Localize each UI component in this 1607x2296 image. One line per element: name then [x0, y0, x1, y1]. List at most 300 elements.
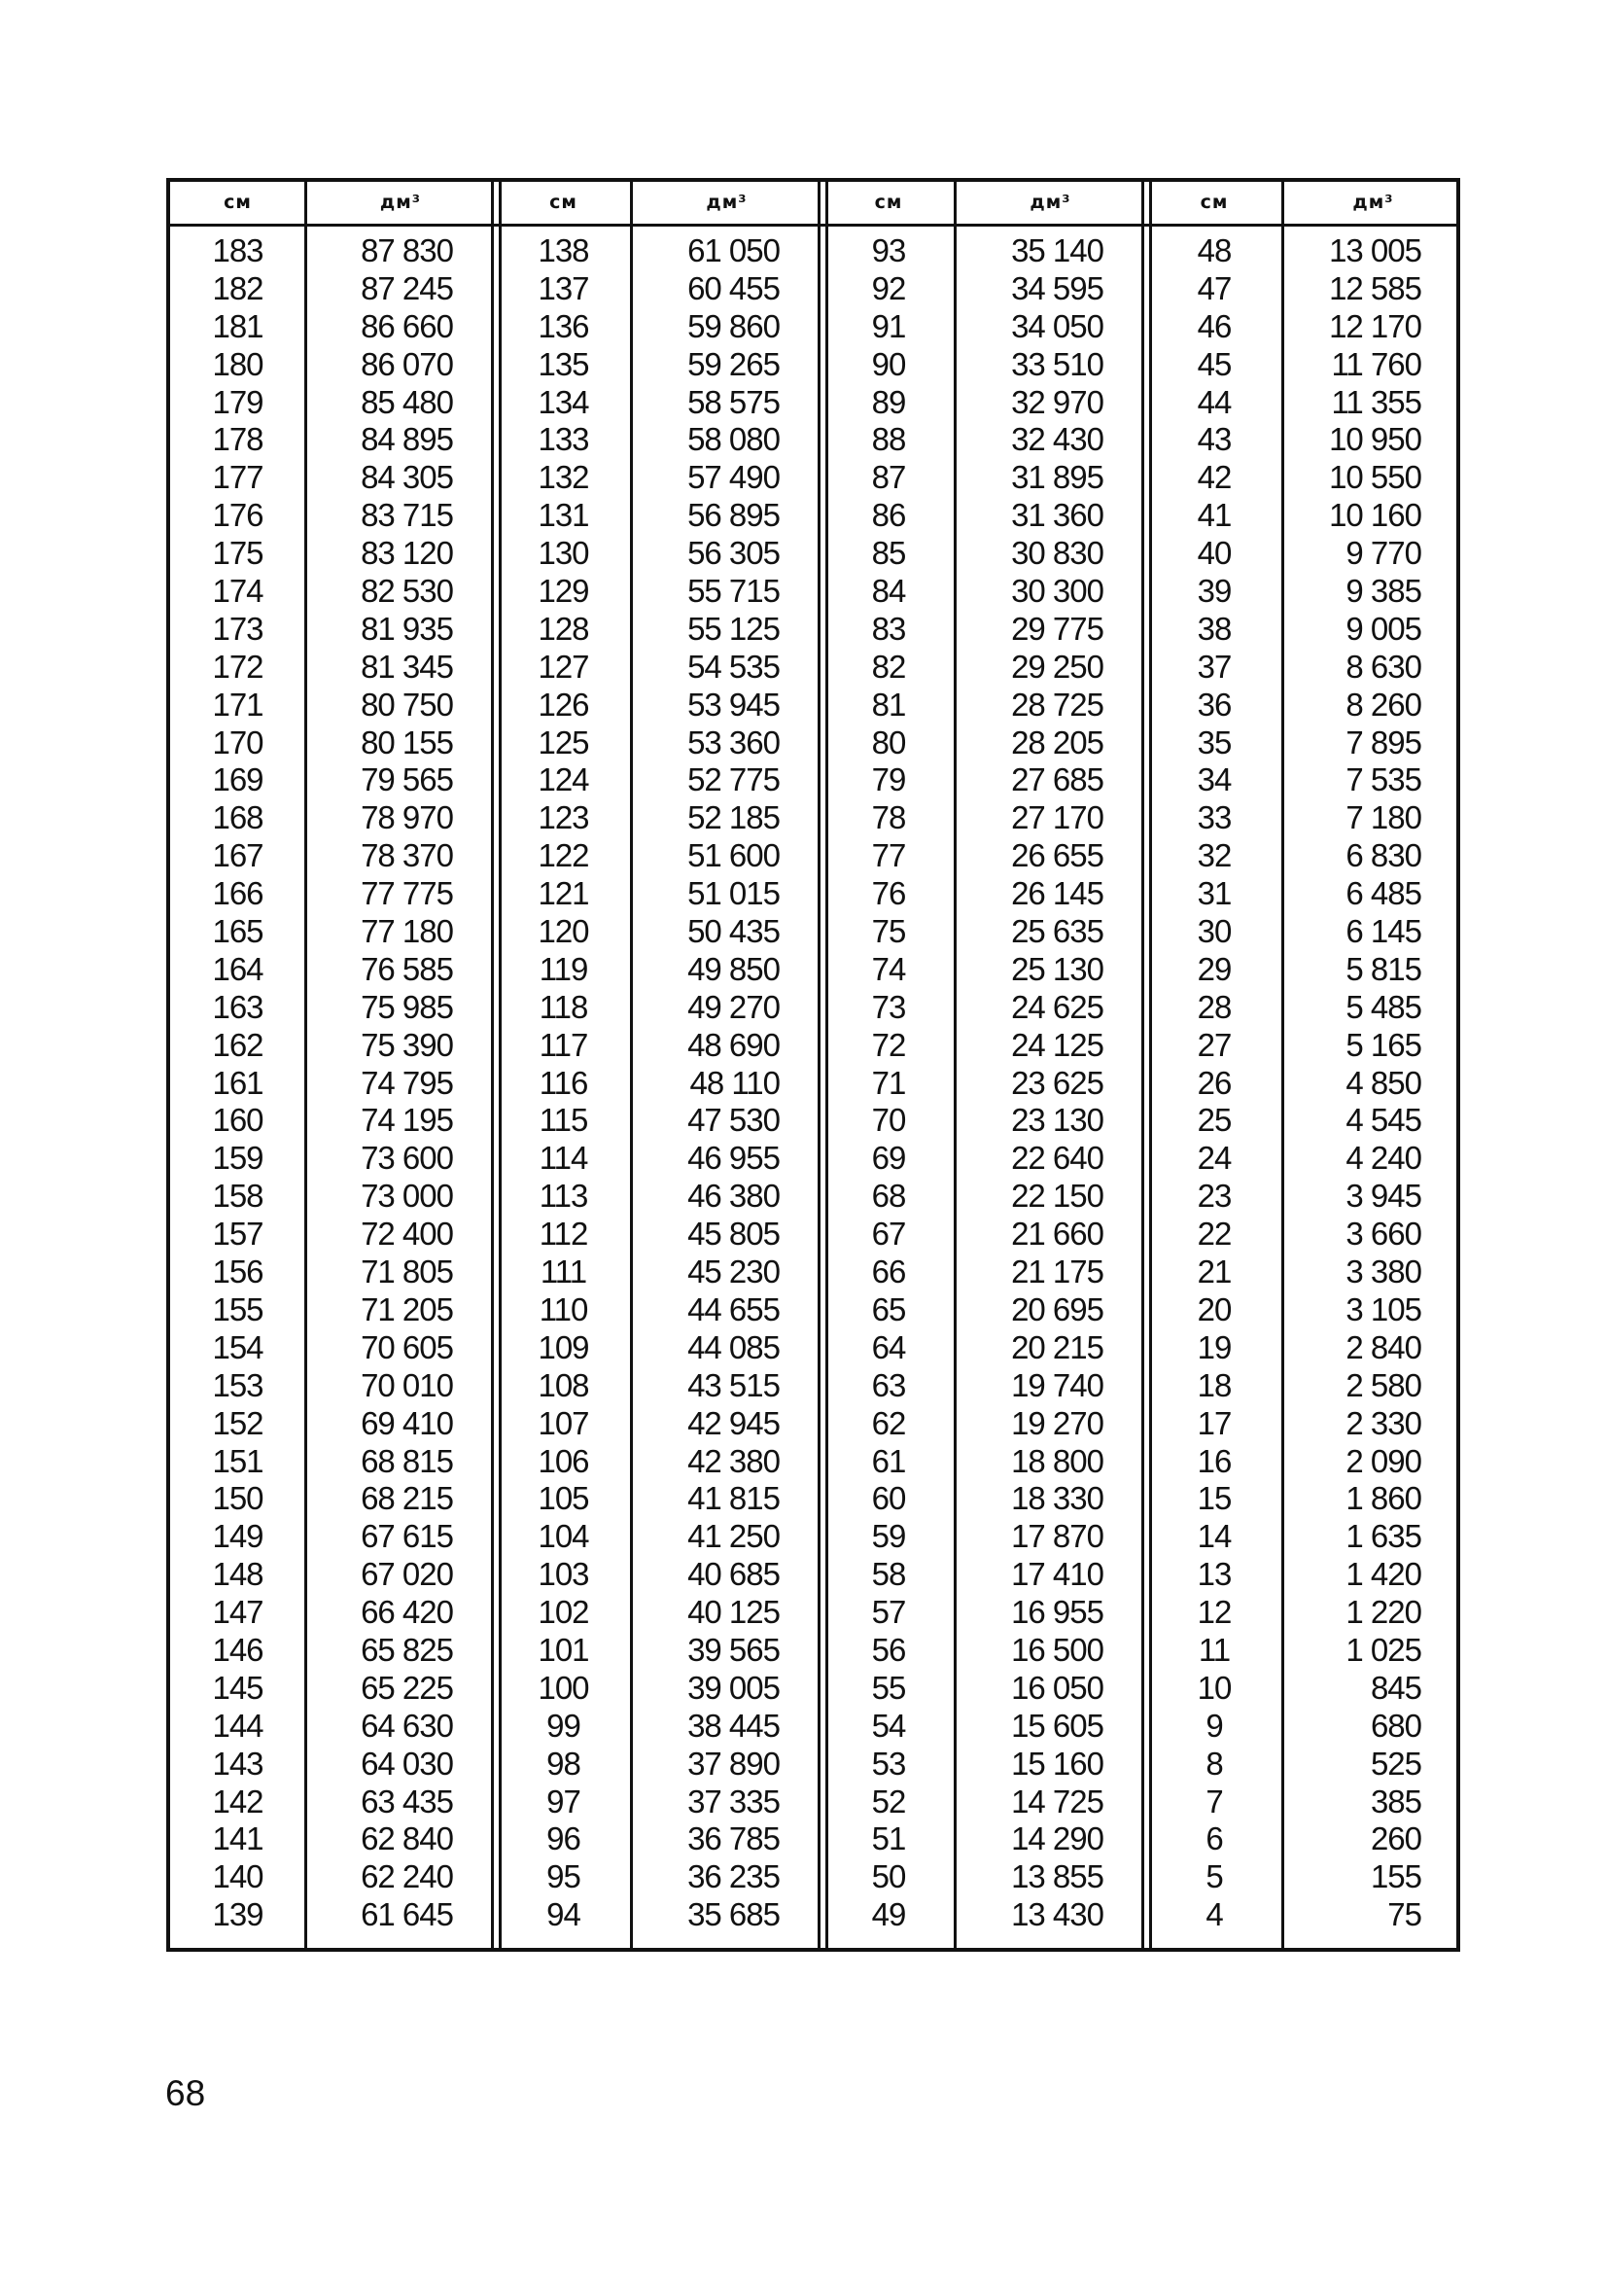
cell-dm3: 26 655: [1011, 837, 1103, 874]
cell-dm3: 13 430: [1011, 1896, 1103, 1933]
cell-cm: 128: [538, 610, 589, 647]
cell-dm3: 37 335: [687, 1783, 780, 1819]
cell-cm: 30: [1197, 913, 1232, 950]
cell-cm: 21: [1197, 1254, 1232, 1290]
cell-dm3: 9 770: [1345, 535, 1421, 572]
cell-cm: 151: [212, 1442, 263, 1479]
cell-cm: 7: [1205, 1783, 1223, 1819]
cell-cm: 172: [212, 648, 263, 685]
cell-cm: 98: [546, 1745, 580, 1782]
cell-cm: 108: [538, 1366, 589, 1403]
cell-dm3: 61 050: [687, 232, 780, 268]
cell-cm: 147: [212, 1594, 263, 1631]
cell-dm3: 71 805: [361, 1254, 453, 1290]
cell-cm: 148: [212, 1556, 263, 1593]
header-dm3: дм³: [1030, 192, 1071, 213]
cell-dm3: 76 585: [361, 950, 453, 987]
cell-dm3: 1 025: [1345, 1631, 1421, 1668]
cell-cm: 71: [871, 1064, 906, 1101]
cell-dm3: 82 530: [361, 573, 453, 610]
cell-dm3: 42 945: [687, 1404, 780, 1441]
cell-cm: 47: [1197, 269, 1232, 306]
cell-cm: 46: [1197, 307, 1232, 344]
cell-dm3: 5 485: [1345, 988, 1421, 1025]
cell-cm: 145: [212, 1669, 263, 1706]
cell-dm3: 86 070: [361, 345, 453, 382]
cell-dm3: 27 170: [1011, 799, 1103, 836]
cell-dm3: 5 165: [1345, 1026, 1421, 1063]
cell-dm3: 6 485: [1345, 875, 1421, 912]
cell-dm3: 10 550: [1329, 459, 1421, 496]
cell-dm3: 14 290: [1011, 1820, 1103, 1857]
cell-dm3: 51 600: [687, 837, 780, 874]
cell-cm: 61: [871, 1442, 906, 1479]
cell-cm: 136: [538, 307, 589, 344]
cell-cm: 141: [212, 1820, 263, 1857]
cell-dm3: 39 565: [687, 1631, 780, 1668]
cell-cm: 79: [871, 761, 906, 798]
cell-cm: 120: [538, 913, 589, 950]
cell-dm3: 1 635: [1345, 1518, 1421, 1555]
cell-dm3: 17 870: [1011, 1518, 1103, 1555]
cell-dm3: 3 380: [1345, 1254, 1421, 1290]
cell-dm3: 1 420: [1345, 1556, 1421, 1593]
cell-cm: 159: [212, 1140, 263, 1177]
cell-dm3: 52 775: [687, 761, 780, 798]
cell-cm: 66: [871, 1254, 906, 1290]
cell-cm: 41: [1197, 497, 1232, 534]
cell-dm3: 525: [1370, 1745, 1421, 1782]
cell-cm: 171: [212, 686, 263, 723]
cell-cm: 111: [540, 1254, 587, 1290]
header-dm3: дм³: [706, 192, 748, 213]
header-dm3: дм³: [1352, 192, 1394, 213]
cell-cm: 154: [212, 1328, 263, 1365]
cell-cm: 58: [871, 1556, 906, 1593]
cell-dm3: 33 510: [1011, 345, 1103, 382]
cell-cm: 90: [871, 345, 906, 382]
column-cm: [822, 232, 955, 1934]
cell-dm3: 2 090: [1345, 1442, 1421, 1479]
cell-dm3: 68 215: [361, 1480, 453, 1517]
cell-dm3: 24 625: [1011, 988, 1103, 1025]
cell-dm3: 16 955: [1011, 1594, 1103, 1631]
cell-cm: 38: [1197, 610, 1232, 647]
cell-cm: 101: [538, 1631, 589, 1668]
cell-cm: 89: [871, 383, 906, 420]
cell-cm: 99: [546, 1707, 580, 1744]
cell-cm: 94: [546, 1896, 580, 1933]
cell-cm: 86: [871, 497, 906, 534]
cell-cm: 137: [538, 269, 589, 306]
cell-dm3: 68 815: [361, 1442, 453, 1479]
cell-cm: 177: [212, 459, 263, 496]
cell-dm3: 44 085: [687, 1328, 780, 1365]
cell-dm3: 155: [1370, 1858, 1421, 1895]
cell-cm: 42: [1197, 459, 1232, 496]
cell-dm3: 28 205: [1011, 724, 1103, 760]
cell-cm: 131: [538, 497, 589, 534]
cell-cm: 113: [539, 1178, 588, 1215]
cell-cm: 158: [212, 1178, 263, 1215]
cell-cm: 156: [212, 1254, 263, 1290]
cell-dm3: 83 715: [361, 497, 453, 534]
cell-cm: 144: [212, 1707, 263, 1744]
cell-dm3: 31 360: [1011, 497, 1103, 534]
cell-cm: 6: [1205, 1820, 1223, 1857]
column-dm3: [631, 232, 780, 1934]
cell-dm3: 80 155: [361, 724, 453, 760]
cell-cm: 40: [1197, 535, 1232, 572]
cell-cm: 174: [212, 573, 263, 610]
cell-cm: 121: [538, 875, 589, 912]
cell-dm3: 20 215: [1011, 1328, 1103, 1365]
cell-dm3: 15 160: [1011, 1745, 1103, 1782]
cell-dm3: 4 850: [1345, 1064, 1421, 1101]
cell-dm3: 28 725: [1011, 686, 1103, 723]
cell-dm3: 47 530: [687, 1102, 780, 1139]
cell-dm3: 32 430: [1011, 421, 1103, 458]
cell-cm: 96: [546, 1820, 580, 1857]
cell-cm: 69: [871, 1140, 906, 1177]
cell-cm: 85: [871, 535, 906, 572]
cell-dm3: 86 660: [361, 307, 453, 344]
cell-dm3: 85 480: [361, 383, 453, 420]
cell-dm3: 9 385: [1345, 573, 1421, 610]
cell-cm: 26: [1197, 1064, 1232, 1101]
cell-cm: 5: [1205, 1858, 1223, 1895]
cell-cm: 51: [871, 1820, 906, 1857]
cell-dm3: 21 660: [1011, 1216, 1103, 1253]
cell-dm3: 7 895: [1345, 724, 1421, 760]
cell-dm3: 62 840: [361, 1820, 453, 1857]
cell-dm3: 65 225: [361, 1669, 453, 1706]
cell-dm3: 43 515: [687, 1366, 780, 1403]
cell-cm: 140: [212, 1858, 263, 1895]
cell-dm3: 25 635: [1011, 913, 1103, 950]
cell-dm3: 12 585: [1329, 269, 1421, 306]
cell-cm: 157: [212, 1216, 263, 1253]
double-column-rule: [491, 182, 494, 1948]
cell-dm3: 30 830: [1011, 535, 1103, 572]
cell-cm: 97: [546, 1783, 580, 1819]
cell-cm: 16: [1197, 1442, 1232, 1479]
cell-cm: 165: [212, 913, 263, 950]
cell-dm3: 71 205: [361, 1290, 453, 1327]
cell-dm3: 44 655: [687, 1290, 780, 1327]
cell-cm: 23: [1197, 1178, 1232, 1215]
cell-cm: 146: [212, 1631, 263, 1668]
cell-dm3: 2 330: [1345, 1404, 1421, 1441]
cell-cm: 34: [1197, 761, 1232, 798]
cell-dm3: 35 685: [687, 1896, 780, 1933]
cell-cm: 115: [539, 1102, 588, 1139]
cell-dm3: 18 800: [1011, 1442, 1103, 1479]
cell-dm3: 53 360: [687, 724, 780, 760]
cell-dm3: 50 435: [687, 913, 780, 950]
column-cm: [496, 232, 631, 1934]
cell-dm3: 49 850: [687, 950, 780, 987]
column-cm: [1146, 232, 1282, 1934]
cell-cm: 105: [538, 1480, 589, 1517]
cell-cm: 44: [1197, 383, 1232, 420]
cell-cm: 28: [1197, 988, 1232, 1025]
cell-cm: 125: [538, 724, 589, 760]
cell-cm: 130: [538, 535, 589, 572]
cell-dm3: 78 970: [361, 799, 453, 836]
cell-dm3: 64 030: [361, 1745, 453, 1782]
cell-cm: 25: [1197, 1102, 1232, 1139]
cell-cm: 139: [212, 1896, 263, 1933]
cell-cm: 87: [871, 459, 906, 496]
cell-dm3: 22 640: [1011, 1140, 1103, 1177]
cell-cm: 123: [538, 799, 589, 836]
column-dm3: [305, 232, 453, 1934]
header-cm: см: [1200, 192, 1229, 213]
cell-cm: 162: [212, 1026, 263, 1063]
cell-cm: 70: [871, 1102, 906, 1139]
cell-cm: 78: [871, 799, 906, 836]
cell-dm3: 49 270: [687, 988, 780, 1025]
cell-cm: 81: [871, 686, 906, 723]
cell-dm3: 70 605: [361, 1328, 453, 1365]
volume-table: [166, 178, 1460, 1952]
cell-dm3: 36 235: [687, 1858, 780, 1895]
cell-dm3: 57 490: [687, 459, 780, 496]
cell-dm3: 11 355: [1331, 383, 1421, 420]
cell-cm: 37: [1197, 648, 1232, 685]
cell-cm: 183: [212, 232, 263, 268]
cell-cm: 138: [538, 232, 589, 268]
cell-dm3: 13 005: [1329, 232, 1421, 268]
cell-dm3: 14 725: [1011, 1783, 1103, 1819]
cell-cm: 135: [538, 345, 589, 382]
cell-dm3: 22 150: [1011, 1178, 1103, 1215]
cell-cm: 164: [212, 950, 263, 987]
cell-cm: 163: [212, 988, 263, 1025]
cell-cm: 134: [538, 383, 589, 420]
cell-dm3: 66 420: [361, 1594, 453, 1631]
cell-cm: 55: [871, 1669, 906, 1706]
cell-cm: 102: [538, 1594, 589, 1631]
cell-dm3: 75 390: [361, 1026, 453, 1063]
cell-dm3: 5 815: [1345, 950, 1421, 987]
cell-cm: 45: [1197, 345, 1232, 382]
cell-cm: 14: [1197, 1518, 1232, 1555]
cell-dm3: 87 245: [361, 269, 453, 306]
cell-cm: 33: [1197, 799, 1232, 836]
cell-dm3: 75: [1387, 1896, 1421, 1933]
cell-dm3: 34 050: [1011, 307, 1103, 344]
cell-dm3: 45 805: [687, 1216, 780, 1253]
cell-cm: 68: [871, 1178, 906, 1215]
cell-dm3: 36 785: [687, 1820, 780, 1857]
cell-cm: 80: [871, 724, 906, 760]
cell-dm3: 385: [1370, 1783, 1421, 1819]
cell-cm: 13: [1197, 1556, 1232, 1593]
cell-cm: 54: [871, 1707, 906, 1744]
cell-dm3: 78 370: [361, 837, 453, 874]
cell-cm: 169: [212, 761, 263, 798]
table-header: [170, 182, 1456, 227]
cell-dm3: 18 330: [1011, 1480, 1103, 1517]
cell-dm3: 9 005: [1345, 610, 1421, 647]
cell-dm3: 80 750: [361, 686, 453, 723]
cell-dm3: 680: [1370, 1707, 1421, 1744]
cell-dm3: 72 400: [361, 1216, 453, 1253]
cell-dm3: 81 345: [361, 648, 453, 685]
cell-dm3: 73 000: [361, 1178, 453, 1215]
cell-cm: 124: [538, 761, 589, 798]
cell-cm: 149: [212, 1518, 263, 1555]
cell-cm: 67: [871, 1216, 906, 1253]
cell-cm: 117: [539, 1026, 588, 1063]
cell-cm: 95: [546, 1858, 580, 1895]
cell-cm: 132: [538, 459, 589, 496]
cell-dm3: 16 050: [1011, 1669, 1103, 1706]
cell-dm3: 48 690: [687, 1026, 780, 1063]
cell-dm3: 62 240: [361, 1858, 453, 1895]
cell-cm: 82: [871, 648, 906, 685]
cell-dm3: 48 110: [689, 1064, 780, 1101]
cell-cm: 19: [1197, 1328, 1232, 1365]
cell-dm3: 51 015: [687, 875, 780, 912]
cell-cm: 76: [871, 875, 906, 912]
cell-cm: 160: [212, 1102, 263, 1139]
column-dm3: [1282, 232, 1421, 1934]
cell-cm: 22: [1197, 1216, 1232, 1253]
cell-dm3: 84 305: [361, 459, 453, 496]
cell-dm3: 21 175: [1011, 1254, 1103, 1290]
cell-dm3: 53 945: [687, 686, 780, 723]
cell-cm: 59: [871, 1518, 906, 1555]
cell-dm3: 37 890: [687, 1745, 780, 1782]
cell-cm: 65: [871, 1290, 906, 1327]
cell-cm: 104: [538, 1518, 589, 1555]
cell-dm3: 74 195: [361, 1102, 453, 1139]
cell-cm: 116: [539, 1064, 588, 1101]
cell-dm3: 81 935: [361, 610, 453, 647]
cell-dm3: 2 580: [1345, 1366, 1421, 1403]
cell-cm: 178: [212, 421, 263, 458]
cell-cm: 176: [212, 497, 263, 534]
cell-dm3: 1 860: [1345, 1480, 1421, 1517]
cell-cm: 74: [871, 950, 906, 987]
cell-cm: 56: [871, 1631, 906, 1668]
cell-cm: 103: [538, 1556, 589, 1593]
cell-dm3: 39 005: [687, 1669, 780, 1706]
cell-dm3: 260: [1370, 1820, 1421, 1857]
cell-dm3: 56 895: [687, 497, 780, 534]
cell-dm3: 31 895: [1011, 459, 1103, 496]
cell-cm: 153: [212, 1366, 263, 1403]
cell-cm: 142: [212, 1783, 263, 1819]
cell-cm: 106: [538, 1442, 589, 1479]
cell-dm3: 7 180: [1345, 799, 1421, 836]
cell-dm3: 74 795: [361, 1064, 453, 1101]
cell-dm3: 15 605: [1011, 1707, 1103, 1744]
cell-dm3: 70 010: [361, 1366, 453, 1403]
cell-cm: 24: [1197, 1140, 1232, 1177]
cell-dm3: 12 170: [1329, 307, 1421, 344]
cell-dm3: 69 410: [361, 1404, 453, 1441]
header-cm: см: [549, 192, 577, 213]
cell-dm3: 41 250: [687, 1518, 780, 1555]
cell-cm: 15: [1197, 1480, 1232, 1517]
cell-cm: 129: [538, 573, 589, 610]
cell-cm: 17: [1197, 1404, 1232, 1441]
cell-dm3: 23 625: [1011, 1064, 1103, 1101]
cell-dm3: 34 595: [1011, 269, 1103, 306]
cell-cm: 9: [1205, 1707, 1223, 1744]
cell-dm3: 40 125: [687, 1594, 780, 1631]
cell-cm: 182: [212, 269, 263, 306]
cell-dm3: 55 125: [687, 610, 780, 647]
cell-dm3: 2 840: [1345, 1328, 1421, 1365]
cell-dm3: 54 535: [687, 648, 780, 685]
cell-dm3: 10 160: [1329, 497, 1421, 534]
cell-cm: 35: [1197, 724, 1232, 760]
cell-cm: 93: [871, 232, 906, 268]
cell-dm3: 46 955: [687, 1140, 780, 1177]
cell-dm3: 60 455: [687, 269, 780, 306]
cell-cm: 29: [1197, 950, 1232, 987]
double-column-rule: [818, 182, 821, 1948]
cell-dm3: 35 140: [1011, 232, 1103, 268]
cell-cm: 170: [212, 724, 263, 760]
cell-dm3: 30 300: [1011, 573, 1103, 610]
cell-cm: 32: [1197, 837, 1232, 874]
cell-dm3: 3 945: [1345, 1178, 1421, 1215]
cell-dm3: 4 240: [1345, 1140, 1421, 1177]
cell-dm3: 8 260: [1345, 686, 1421, 723]
cell-dm3: 24 125: [1011, 1026, 1103, 1063]
cell-cm: 181: [212, 307, 263, 344]
cell-dm3: 77 180: [361, 913, 453, 950]
cell-cm: 114: [539, 1140, 588, 1177]
cell-cm: 92: [871, 269, 906, 306]
cell-cm: 64: [871, 1328, 906, 1365]
cell-cm: 133: [538, 421, 589, 458]
cell-cm: 53: [871, 1745, 906, 1782]
cell-dm3: 87 830: [361, 232, 453, 268]
cell-cm: 84: [871, 573, 906, 610]
cell-dm3: 59 265: [687, 345, 780, 382]
cell-cm: 91: [871, 307, 906, 344]
cell-dm3: 29 250: [1011, 648, 1103, 685]
cell-dm3: 46 380: [687, 1178, 780, 1215]
cell-dm3: 8 630: [1345, 648, 1421, 685]
cell-cm: 36: [1197, 686, 1232, 723]
cell-cm: 18: [1197, 1366, 1232, 1403]
cell-cm: 88: [871, 421, 906, 458]
cell-dm3: 63 435: [361, 1783, 453, 1819]
cell-dm3: 29 775: [1011, 610, 1103, 647]
cell-dm3: 11 760: [1331, 345, 1421, 382]
cell-dm3: 56 305: [687, 535, 780, 572]
cell-cm: 31: [1197, 875, 1232, 912]
column-dm3: [955, 232, 1103, 1934]
cell-dm3: 13 855: [1011, 1858, 1103, 1895]
cell-cm: 167: [212, 837, 263, 874]
cell-cm: 49: [871, 1896, 906, 1933]
cell-dm3: 845: [1370, 1669, 1421, 1706]
cell-dm3: 45 230: [687, 1254, 780, 1290]
cell-dm3: 64 630: [361, 1707, 453, 1744]
cell-dm3: 79 565: [361, 761, 453, 798]
header-cm: см: [874, 192, 903, 213]
cell-cm: 109: [538, 1328, 589, 1365]
